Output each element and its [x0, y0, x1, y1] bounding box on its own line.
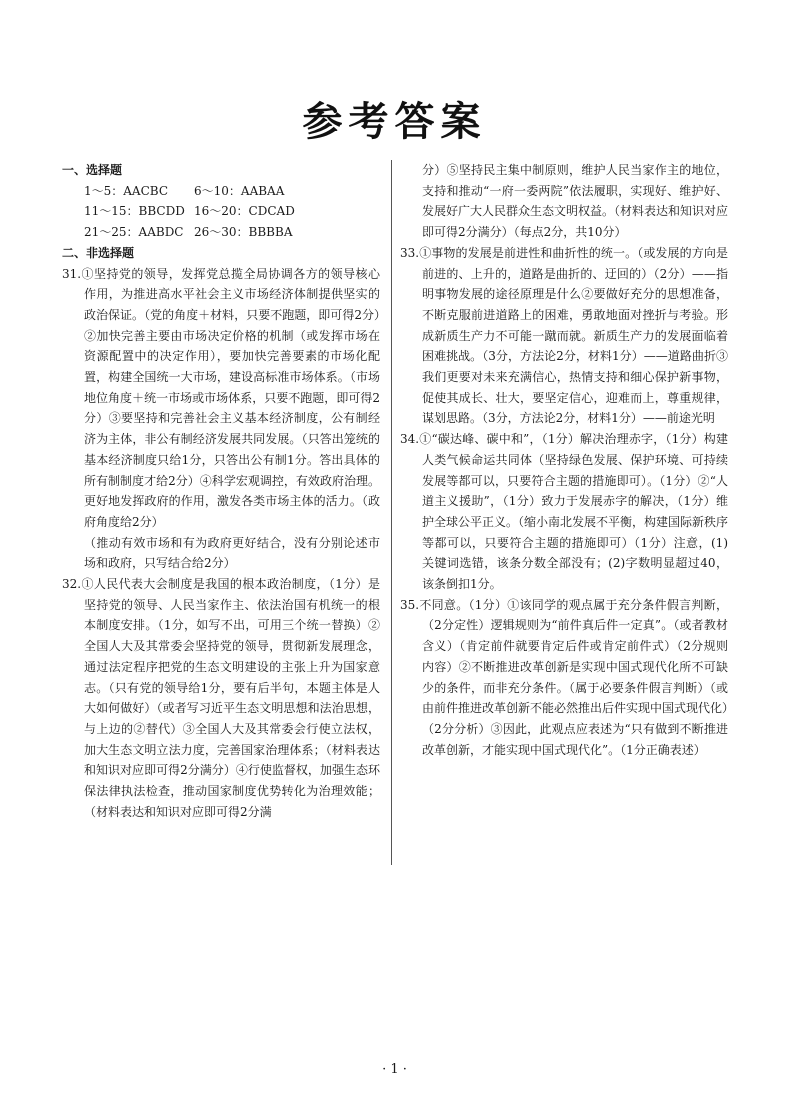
- mc-answer-row: [62, 222, 380, 243]
- answer-q31-note: （推动有效市场和有为政府更好结合，没有分别论述市场和政府，只写结合给2分）: [84, 535, 380, 571]
- mc-answer: 11～15：BBCDD: [84, 204, 185, 219]
- answer-q35: 35.不同意。（1分）①该同学的观点属于充分条件假言判断，（2分定性）逻辑规则为“前件真后件一定真”。（或者教材含义）（肯定前件就要肯定后件或肯定前件式）（2分规则内容）②不断推进改革创新是实现中国式现代化所不可缺少的条件，而非充分条件。（属于必要条件假言判断）（或由前件推进改革创新不能必然推出后件实现中国式现代化）（2分分析）③因此，此观点应表述为“只有做到不断推进改革创新，才能实现中国式现代化”。（1分正确表述）: [400, 597, 729, 757]
- answer-q33: 33.①事物的发展是前进性和曲折性的统一。（或发展的方向是前进的、上升的，道路是曲折的、迂回的）（2分）——指明事物发展的途径原理是什么②要做好充分的思想准备，不断克服前进道路上的困难，勇敢地面对挫折与考验。形成新质生产力不可能一蹴而就。新质生产力的发展面临着困难挑战。（3分，方法论2分，材料1分）——道路曲折③我们更要对未来充满信心，热情支持和细心保护新事物，促使其成长、壮大，要坚定信心，迎难而上，尊重规律，谋划思路。（3分，方法论2分，材料1分）——前途光明: [400, 245, 728, 426]
- section-heading-choice: 一、选择题: [62, 163, 123, 177]
- mc-answer-row: [62, 201, 380, 222]
- mc-answer: 21～25：AABDC: [84, 225, 184, 240]
- section-heading-nonchoice: 二、非选择题: [62, 245, 135, 260]
- answer-q32: 32.①人民代表大会制度是我国的根本政治制度，（1分）是坚持党的领导、人民当家作主、依法治国有机统一的根本制度安排。（1分，如写不出，可用三个统一替换）②全国人大及其常委会坚持党的领导，贯彻新发展理念，通过法定程序把党的生态文明建设的主张上升为国家意志。（只有党的领导给1分，要有后半句，本题主体是人大如何做好）（或者写习近平生态文明思想和法治思想，与上边的②替代）③全国人大及其常委会行使立法权，加大生态文明立法力度，完善国家治理体系；（材料表达和知识对应即可得2分满分）④行使监督权，加强生态环保法律执法检查，推动国家制度优势转化为治理效能；（材料表达和知识对应即可得2分满: [62, 577, 380, 819]
- page-number: · 1 ·: [382, 1062, 407, 1077]
- mc-answer: 6～10：AABAA: [194, 183, 285, 198]
- column-divider: [391, 160, 392, 865]
- left-column: [62, 160, 380, 823]
- mc-answer: 26～30：BBBBA: [194, 225, 293, 240]
- answer-q34: 34.①“碳达峰、碳中和”，（1分）解决治理赤字，（1分）构建人类气候命运共同体（坚持绿色发展、保护环境、可持续发展等都可以，只要符合主题的措施即可）。（1分）②“人道主义援助”，（1分）致力于发展赤字的解决，（1分）维护全球公平正义。（缩小南北发展不平衡，构建国际新秩序等都可以，只要符合主题的措施即可）（1分）注意，(1)关键词选错，该条分数全部没有；(2)字数明显超过40，该条倒扣1分。: [400, 432, 729, 592]
- mc-answer: 16～20：CDCAD: [194, 204, 295, 219]
- right-column: [400, 160, 728, 760]
- page-title: 参考答案: [302, 99, 487, 145]
- answer-q31: 31.①坚持党的领导，发挥党总揽全局协调各方的领导核心作用，为推进高水平社会主义市场经济体制提供坚实的政治保证。（党的角度＋材料，只要不跑题，即可得2分）②加快完善主要由市场决定价格的机制（或发挥市场在资源配置中的决定作用），要加快完善要素的市场化配置，构建全国统一大市场，建设高标准市场体系。（市场地位角度＋统一市场或市场体系，只要不跑题，即可得2分）③要坚持和完善社会主义基本经济制度，公有制经济为主体，非公有制经济发展共同发展。（只答出笼统的基本经济制度只给1分，只答出公有制1分。答出具体的所有制制度才给2分）④科学宏观调控，有效政府治理。更好地发挥政府的作用，激发各类市场主体的活力。（政府角度给2分）: [62, 266, 380, 529]
- mc-answer-row: [62, 181, 380, 202]
- answer-q32-continued: 分）⑤坚持民主集中制原则，维护人民当家作主的地位，支持和推动“一府一委两院”依法履职，实现好、维护好、发展好广大人民群众生态文明权益。（材料表达和知识对应即可得2分满分）（每点2分，共10分）: [422, 163, 729, 240]
- mc-answer: 1～5：AACBC: [84, 183, 169, 198]
